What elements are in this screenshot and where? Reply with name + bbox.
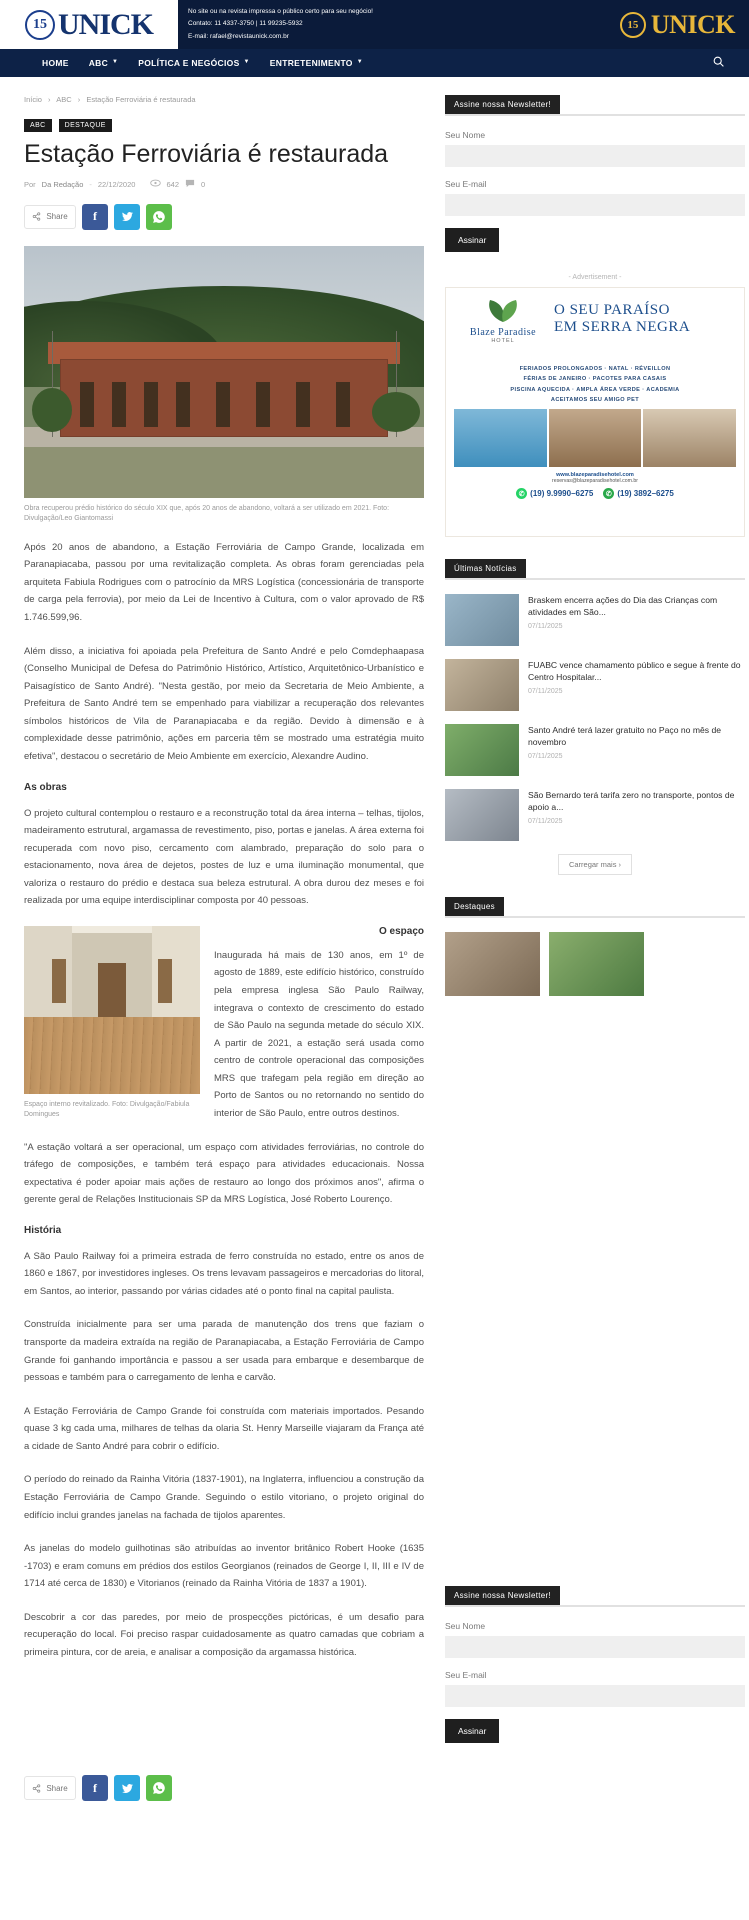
news-title[interactable]: São Bernardo terá tarifa zero no transporte, pontos de apoio a...: [528, 790, 735, 813]
hero-window: [296, 382, 310, 427]
news-title[interactable]: FUABC vence chamamento público e segue à frente do Centro Hospitalar...: [528, 660, 741, 683]
ad-feature: FÉRIAS DE JANEIRO · PACOTES PARA CASAIS: [523, 376, 667, 383]
ad-feature: FERIADOS PROLONGADOS · NATAL · RÉVEILLON: [519, 366, 671, 372]
ad-photo-strip: [446, 405, 744, 467]
share-twitter-button-bottom[interactable]: [114, 1775, 140, 1801]
chevron-down-icon: ▼: [243, 59, 250, 65]
ad-hotel-name: Blaze Paradise: [469, 327, 537, 338]
ad-photo-room: [549, 409, 642, 467]
article-paragraph: A Estação Ferroviária de Campo Grande foi construída com materiais importados. Pesando quase 3 kg cada uma, milhares de telhas da olaria St. Henry Marseille viajaram da França até a cidade de Santo André para cobrir o edifício.: [24, 1405, 424, 1452]
advertisement-banner[interactable]: [445, 287, 745, 537]
article-paragraph: Além disso, a iniciativa foi apoiada pela Prefeitura de Santo André e pelo Comdephaapasa (Conselho Municipal de Defesa do Patrimônio Histórico, Artístico, Arquitetônico-Urbanístico e Paisagístico de Santo André). "Nesta gestão, por meio da Secretaria de Meio Ambiente, a Prefeitura de Santo André tem se empenhado para viabilizar a recuperação dos relevantes símbolos históricos de Vila de Paranapiacaba e da região. Devido à dimensão e à complexidade desse patrimônio, ações em parceria têm se mostrado uma estratégia muito efetiva", destacou o secretário de Meio Ambiente em exercício, Alexandre Audino.: [24, 645, 424, 762]
ad-feature: ACEITAMOS SEU AMIGO PET: [550, 397, 640, 404]
main-navigation: [0, 49, 749, 77]
ad-headline: [554, 302, 690, 336]
nav-item-home[interactable]: [42, 58, 69, 68]
breadcrumb-section[interactable]: ABC: [56, 95, 72, 104]
ad-headline-line-2: EM SERRA NEGRA: [554, 319, 691, 335]
share-row-top: [24, 204, 424, 230]
article-paragraph: O período do reinado da Rainha Vitória (1837-1901), na Inglaterra, influenciou a construção da Estação Ferroviária de Campo Grande. Seguindo o estilo vitoriano, o projeto original do edifício inclui grandes janelas na fachada de tijolos aparentes.: [24, 1474, 424, 1521]
article-paragraph: Inaugurada há mais de 130 anos, em 1º de agosto de 1889, este edifício histórico, construído pela empresa inglesa São Paulo Railway, integrava o contexto de crescimento do estado de São Paulo na segunda metade do século XIX. A partir de 2021, a estação será usada como centro de controle operacional das composições MRS que trafegam pela região em direção ao Porto de Santos ou no retornando no sentido do interior de São Paulo, entre outros destinos.: [214, 949, 424, 1119]
nav-item-entretenimento[interactable]: [270, 58, 363, 68]
article-paragraph: "A estação voltará a ser operacional, um espaço com atividades ferroviárias, no controle do tráfego de composições, e também terá espaço para atividades educacionais. Nossa expectativa é poder apoiar mais ações de restauro ao longo dos próximos anos", afirma o gerente geral de Relações Institucionais SP da MRS Logística, José Roberto Lourenço.: [24, 1141, 424, 1206]
leaf-icon: [480, 298, 526, 324]
news-thumbnail: [445, 659, 519, 711]
hero-window: [112, 382, 126, 427]
load-more-wrapper: [445, 854, 745, 875]
share-whatsapp-button-bottom[interactable]: [146, 1775, 172, 1801]
news-thumbnail: [445, 724, 519, 776]
sidebar-newsletter-widget-bottom: [445, 1586, 745, 1743]
article-paragraph: Construída inicialmente para ser uma parada de manutenção dos trens que faziam o transporte da madeira extraída na região de Paranapiacaba, a Estação Ferroviária de Campo Grande foi ganhando importância e passou a ser usada para embarque e desembarque de pessoas e também para o carregamento de lenha e carvão.: [24, 1319, 424, 1384]
nav-item-abc[interactable]: [89, 58, 119, 68]
publish-date: 22/12/2020: [97, 179, 136, 189]
author-name[interactable]: Da Redação: [41, 179, 84, 189]
nav-item-politica-e-negocios[interactable]: [138, 58, 250, 68]
ad-hotel-logo: [460, 298, 546, 344]
sidebar-latest-news-widget: [445, 559, 745, 875]
banner-badge: 15: [620, 12, 646, 38]
section-heading-historia: História: [24, 1224, 62, 1236]
highlights-grid: [445, 932, 745, 996]
widget-title-newsletter-bottom: Assine nossa Newsletter!: [445, 1586, 560, 1605]
hero-window: [256, 382, 270, 427]
widget-title-latest-news: Últimas Notícias: [445, 559, 526, 578]
sidebar-newsletter-widget: [445, 95, 745, 252]
ad-email: reservas@blazeparadisehotel.com.br: [551, 478, 638, 485]
nav-label: HOME: [42, 58, 69, 68]
sidebar-advertisement: [445, 274, 745, 537]
article-paragraph: O projeto cultural contemplou o restauro e a reconstrução total da área interna – telhas, tijolos, madeiramento estrutural, argamassa de revestimento, piso, portas e janelas. A área externa foi recuperada com novo piso, cercamento com alambrado, preparação do solo para o estacionamento, nova área de dejetos, postes de luz e uma iluminação monumental, que valoriza o restauro do prédio e destaca sua beleza estrutural. A obra durou dez meses e foi realizada por uma equipe interdisciplinar composta por 40 pessoas.: [24, 807, 424, 907]
phone-icon: ✆: [603, 488, 614, 499]
name-field-label-bottom: Seu Nome: [445, 1621, 486, 1631]
hero-window: [216, 382, 230, 427]
hero-window: [80, 382, 94, 427]
site-logo[interactable]: [0, 0, 178, 49]
ad-headline-line-1: O SEU PARAÍSO: [554, 302, 670, 318]
image-window: [158, 959, 172, 1003]
newsletter-email-input[interactable]: [445, 194, 745, 216]
logo-text: UNICK: [57, 7, 153, 41]
news-date: 07/11/2025: [528, 817, 563, 825]
newsletter-subscribe-button-bottom[interactable]: Assinar: [445, 1719, 499, 1743]
chevron-down-icon: ▼: [356, 59, 363, 65]
article-paragraph: Descobrir a cor das paredes, por meio de prospecções pictóricas, é um desafio para recuperação do local. Foi preciso raspar cuidadosamente as quatro camadas que cobriam a primeira pintura, cor de areia, e analisar a composição da argamassa histórica.: [24, 1611, 424, 1658]
eye-icon: [150, 179, 161, 189]
image-wood-floor: [24, 1017, 200, 1094]
breadcrumb: [24, 95, 424, 104]
article-meta: [24, 179, 424, 190]
share-icon: [32, 212, 41, 221]
hero-tree: [372, 392, 420, 432]
category-tag-abc[interactable]: ABC: [24, 119, 52, 132]
meta-separator: -: [89, 179, 92, 189]
highlight-card[interactable]: [445, 932, 540, 996]
breadcrumb-separator: ›: [77, 95, 81, 104]
news-thumbnail: [445, 594, 519, 646]
search-icon[interactable]: [712, 55, 725, 71]
news-date: 07/11/2025: [528, 752, 563, 760]
page-content: [0, 77, 749, 1765]
hero-window: [144, 382, 158, 427]
ad-hotel-subtitle: HOTEL: [491, 338, 515, 344]
banner-line-2: Contato: 11 4337-3750 | 11 99235-5932: [188, 20, 303, 28]
share-label-bottom: Share: [46, 1783, 68, 1793]
whatsapp-icon: [152, 1781, 166, 1795]
article-paragraph: Após 20 anos de abandono, a Estação Ferroviária de Campo Grande, localizada em Paranapiacaba, passou por uma revitalização completa. As obras foram gerenciadas pela arquiteta Fabiula Rodrigues com o patrocínio da MRS Logística (concessionária de transporte de carga pela ferrovia), por meio da Lei de Incentivo à Cultura, com o valor aprovado de R$ 1.746.599,96.: [24, 541, 424, 623]
widget-divider: [445, 1605, 745, 1607]
comment-count: 0: [201, 179, 206, 189]
author-prefix: Por: [24, 179, 36, 189]
breadcrumb-home[interactable]: Início: [24, 95, 42, 104]
ad-photo-suite: [643, 409, 736, 467]
widget-divider: [445, 916, 745, 918]
ad-feature-list: [446, 362, 744, 405]
breadcrumb-separator: ›: [48, 95, 51, 104]
whatsapp-icon: [152, 210, 166, 224]
site-header: [0, 0, 749, 49]
ad-feature: PISCINA AQUECIDA · AMPLA ÁREA VERDE · ACADEMIA: [510, 386, 680, 393]
newsletter-subscribe-button[interactable]: Assinar: [445, 228, 499, 252]
page-title: Estação Ferroviária é restaurada: [24, 140, 389, 168]
image-window: [52, 959, 66, 1003]
article-hero-image: [24, 246, 424, 498]
ad-header: [446, 288, 744, 362]
highlight-card[interactable]: [549, 932, 644, 996]
hero-image-caption: Obra recuperou prédio histórico do século XIX que, após 20 anos de abandono, voltará a ser utilizado em 2021. Foto: Divulgação/Leo Giantomassi: [24, 504, 390, 523]
article-column: [24, 95, 424, 1765]
article-paragraph: A São Paulo Railway foi a primeira estrada de ferro construída no estado, entre os anos de 1860 e 1867, por investidores ingleses. Os trens levavam passageiros e mercadorias do litoral, em Santos, ao interior, passando por várias cidades até o ponto final na capital paulista.: [24, 1250, 424, 1297]
ad-website: www.blazeparadisehotel.com: [556, 472, 634, 479]
share-button[interactable]: [24, 205, 76, 229]
banner-logo-group: [499, 10, 749, 40]
banner-line-3: E-mail: rafael@revistaunick.com.br: [188, 32, 289, 40]
newsletter-name-input[interactable]: [445, 145, 745, 167]
list-item[interactable]: [445, 789, 745, 841]
hero-window: [336, 382, 350, 427]
header-ad-banner[interactable]: [178, 0, 749, 49]
nav-label: POLÍTICA E NEGÓCIOS: [138, 58, 240, 68]
news-title[interactable]: Braskem encerra ações do Dia das Crianças com atividades em São...: [528, 595, 718, 618]
sidebar: [445, 95, 745, 1765]
share-label: Share: [46, 212, 68, 222]
nav-label: ABC: [88, 58, 109, 68]
ad-phone-group: [446, 484, 744, 499]
twitter-icon: [121, 1782, 134, 1795]
section-heading-obras: As obras: [24, 781, 67, 793]
email-field-label-bottom: Seu E-mail: [445, 1670, 487, 1680]
section-heading-espaco: O espaço: [378, 925, 424, 937]
chevron-down-icon: ▼: [112, 59, 119, 65]
share-facebook-button[interactable]: f: [82, 204, 108, 230]
share-facebook-button-bottom[interactable]: f: [82, 1775, 108, 1801]
widget-title-highlights: Destaques: [445, 897, 504, 916]
name-field-label: Seu Nome: [445, 130, 486, 140]
banner-line-1: No site ou na revista impressa o público certo para seu negócio!: [188, 8, 373, 16]
whatsapp-icon: ✆: [516, 488, 527, 499]
twitter-icon: [121, 210, 134, 223]
share-button-bottom[interactable]: [24, 1776, 76, 1800]
widget-title-newsletter: Assine nossa Newsletter!: [445, 95, 560, 114]
banner-logo-text: UNICK: [650, 9, 735, 39]
article-paragraph: As janelas do modelo guilhotinas são atribuídas ao inventor britânico Robert Hooke (1635 -1703) e eram comuns em prédios dos estilos Georgianos (reinados de George I, II, III e IV de 1714 até cerca de 1830) e Vitorianos (reinado da Rainha Vitória de 1837 a 1901).: [24, 1543, 424, 1590]
sidebar-highlights-widget: [445, 897, 745, 996]
ad-phone-whatsapp: [516, 488, 593, 499]
article-inline-image: [24, 926, 200, 1094]
logo-badge: 15: [25, 10, 55, 40]
ad-footer: [446, 467, 744, 499]
breadcrumb-current: Estação Ferroviária é restaurada: [86, 95, 196, 104]
inline-image-block: [24, 926, 200, 1121]
image-door: [98, 963, 126, 1023]
inline-image-caption: Espaço interno revitalizado. Foto: Divulgação/Fabiula Domingues: [24, 1100, 190, 1119]
news-date: 07/11/2025: [528, 687, 563, 695]
hero-window: [176, 382, 190, 427]
category-tag-destaque[interactable]: DESTAQUE: [59, 119, 112, 132]
widget-divider: [445, 578, 745, 580]
share-whatsapp-button[interactable]: [146, 204, 172, 230]
nav-label: ENTRETENIMENTO: [269, 58, 353, 68]
list-item[interactable]: [445, 659, 745, 711]
ad-phone-number: (19) 9.9990–6275: [530, 489, 594, 499]
widget-divider: [445, 114, 745, 116]
banner-text: [178, 7, 499, 41]
share-row-bottom: [0, 1765, 749, 1829]
list-item[interactable]: [445, 594, 745, 646]
article-categories: [24, 118, 424, 132]
ad-phone-number: (19) 3892–6275: [617, 489, 674, 499]
news-title[interactable]: Santo André terá lazer gratuito no Paço no mês de novembro: [528, 725, 722, 748]
ad-phone-landline: [603, 488, 674, 499]
newsletter-email-input-bottom[interactable]: [445, 1685, 745, 1707]
news-thumbnail: [445, 789, 519, 841]
newsletter-name-input-bottom[interactable]: [445, 1636, 745, 1658]
ad-photo-pool: [454, 409, 547, 467]
email-field-label: Seu E-mail: [445, 179, 487, 189]
list-item[interactable]: [445, 724, 745, 776]
share-icon: [32, 1784, 41, 1793]
news-date: 07/11/2025: [528, 622, 563, 630]
comment-icon: [185, 179, 195, 190]
view-count: 642: [166, 179, 180, 189]
advertisement-label: - Advertisement -: [568, 274, 622, 281]
share-twitter-button[interactable]: [114, 204, 140, 230]
load-more-button[interactable]: Carregar mais ›: [558, 854, 632, 875]
hero-tree: [32, 388, 72, 432]
meta-separator: [141, 180, 143, 189]
